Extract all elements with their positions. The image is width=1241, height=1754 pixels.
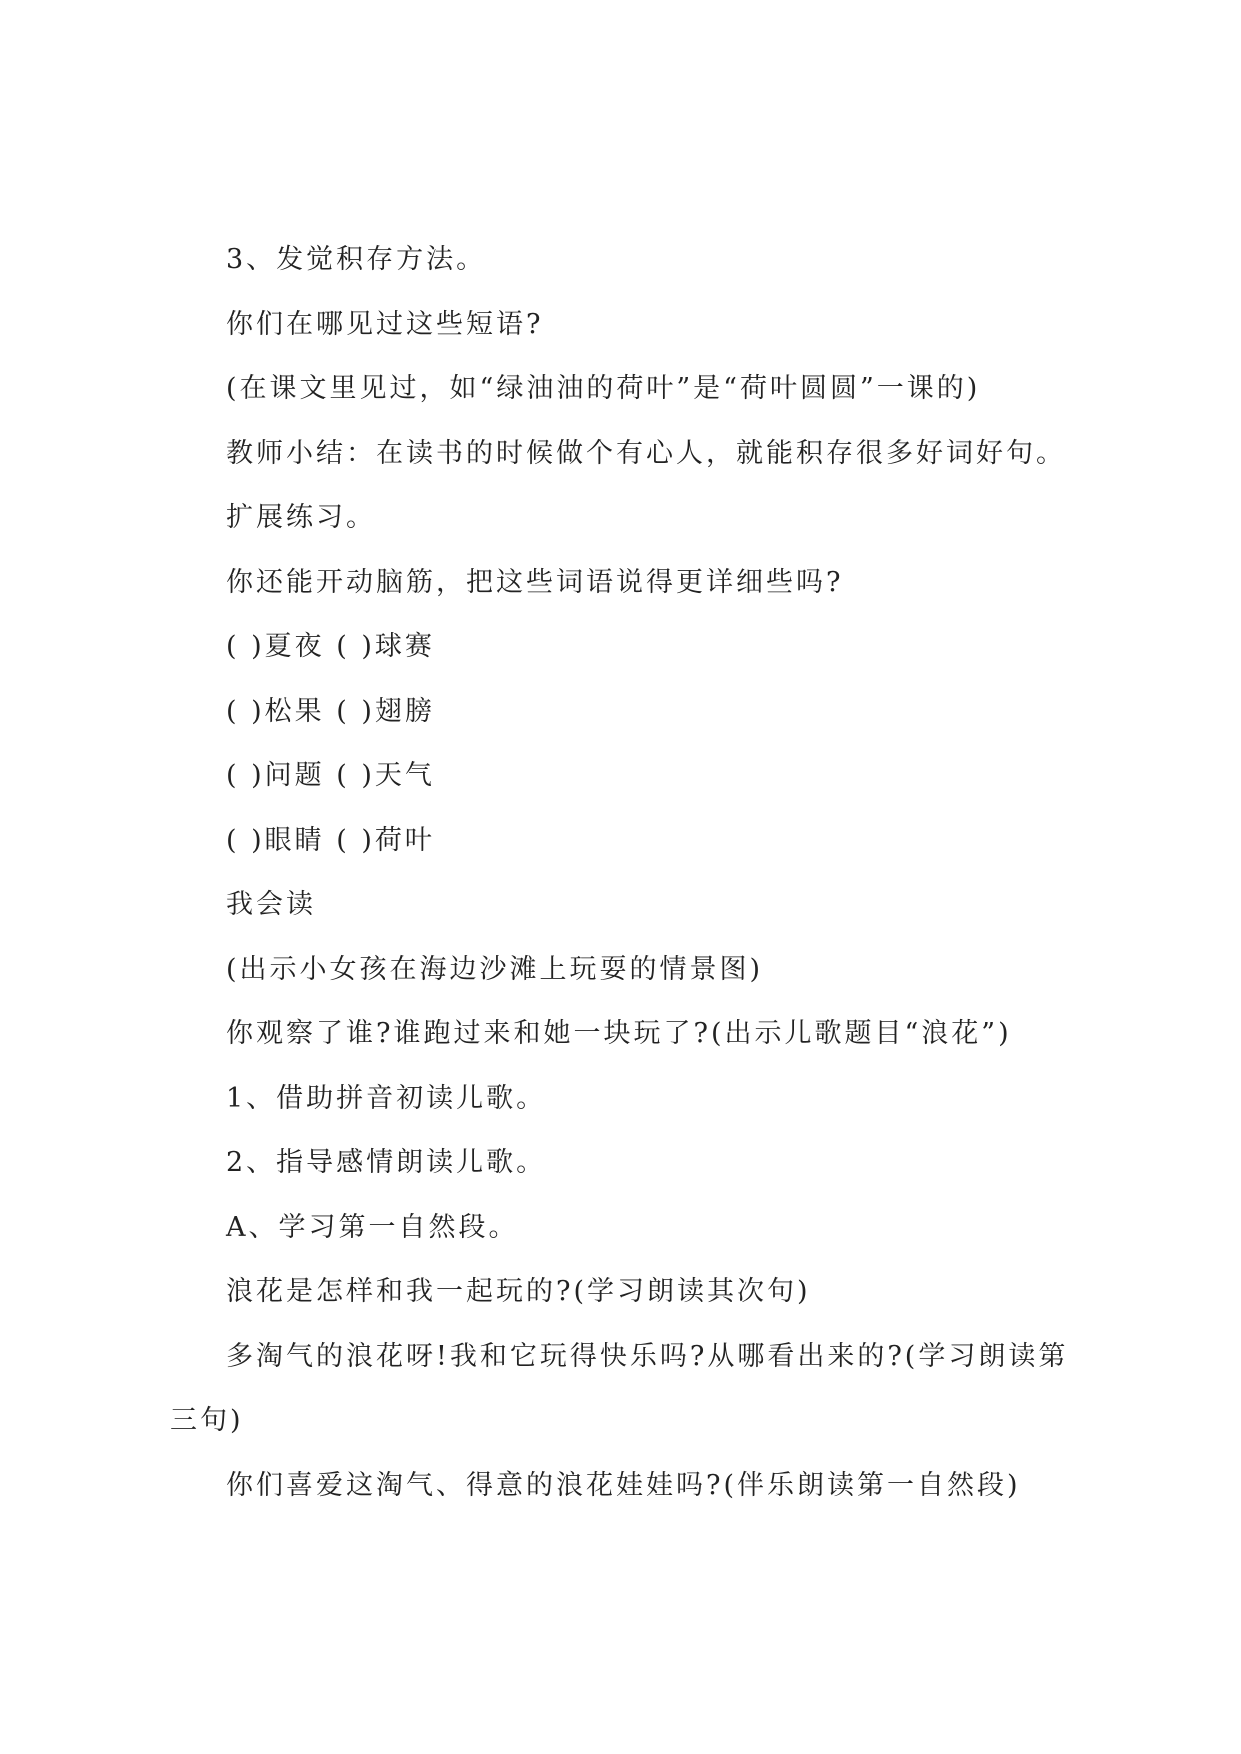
paragraph-section-a: A、学习第一自然段。	[226, 1211, 519, 1243]
paragraph-step3-title: 3、发觉积存方法。	[226, 244, 487, 275]
paragraph-blank-row-4: ( )眼睛 ( )荷叶	[226, 824, 435, 856]
document-body	[170, 228, 1090, 1518]
paragraph-teacher-summary: 教师小结：在读书的时候做个有心人，就能积存很多好词好句。	[226, 437, 1066, 469]
paragraph-answer-lesson: (在课文里见过，如“绿油油的荷叶”是“荷叶圆圆”一课的)	[226, 373, 981, 404]
paragraph-blank-row-3: ( )问题 ( )天气	[226, 760, 435, 791]
paragraph-question-where: 你们在哪见过这些短语?	[226, 308, 544, 340]
paragraph-blank-row-1: ( )夏夜 ( )球赛	[226, 631, 435, 662]
paragraph-naughty-wave: 多淘气的浪花呀!我和它玩得快乐吗?从哪看出来的?(学习朗读第三句)	[170, 1340, 1069, 1436]
paragraph-observe-question: 你观察了谁?谁跑过来和她一块玩了?(出示儿歌题目“浪花”)	[226, 1018, 1012, 1049]
paragraph-step2-guide: 2、指导感情朗读儿歌。	[226, 1147, 547, 1178]
paragraph-blank-row-2: ( )松果 ( )翅膀	[226, 695, 435, 727]
paragraph-extension-title: 扩展练习。	[226, 502, 376, 533]
paragraph-reading-title: 我会读	[226, 889, 316, 920]
paragraph-extension-question: 你还能开动脑筋，把这些词语说得更详细些吗?	[226, 566, 844, 598]
paragraph-step1-pinyin: 1、借助拼音初读儿歌。	[226, 1082, 547, 1114]
paragraph-wave-question: 浪花是怎样和我一起玩的?(学习朗读其次句)	[226, 1276, 811, 1307]
paragraph-like-question: 你们喜爱这淘气、得意的浪花娃娃吗?(伴乐朗读第一自然段)	[226, 1469, 1021, 1501]
paragraph-show-picture: (出示小女孩在海边沙滩上玩耍的情景图)	[226, 953, 764, 985]
